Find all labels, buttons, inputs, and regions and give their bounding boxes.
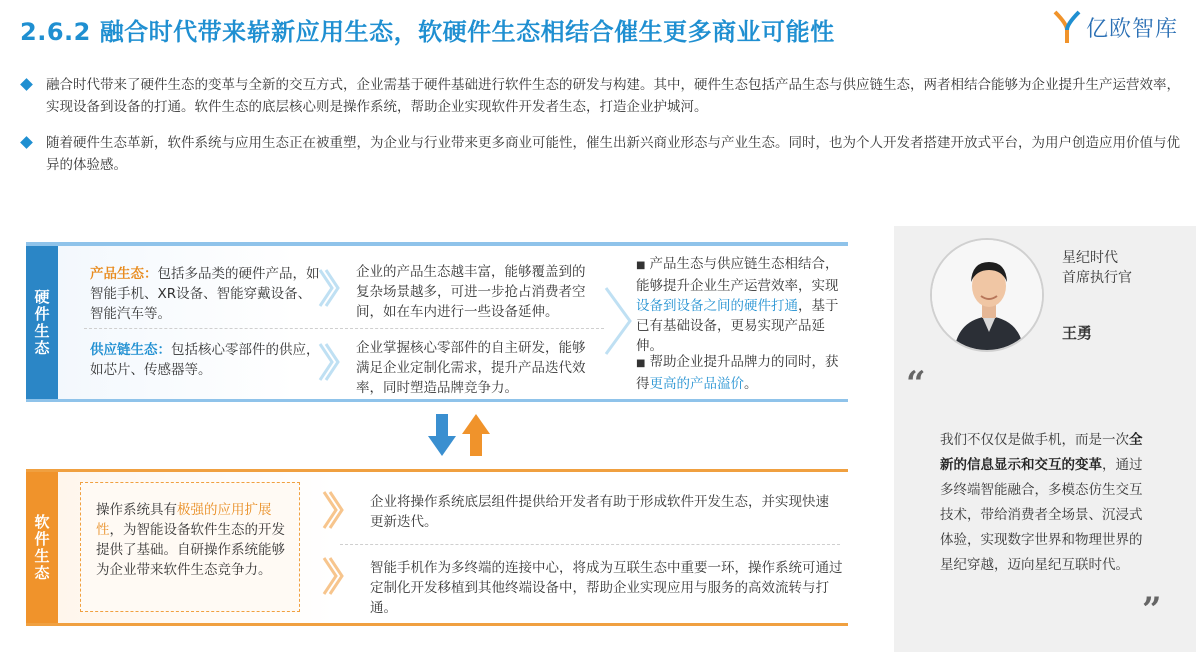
divider bbox=[340, 544, 840, 545]
bullet-text: 随着硬件生态革新，软件系统与应用生态正在被重塑，为企业与行业带来更多商业可能性，催生出新兴商业形态与产业生态。同时，也为个人开发者搭建开放式平台，为用户创造应用价值与优异的体验感。 bbox=[46, 135, 1180, 173]
chevron-right-large-icon bbox=[604, 286, 634, 356]
bullet-text: 融合时代带来了硬件生态的变革与全新的交互方式，企业需基于硬件基础进行软件生态的研发与构建。其中，硬件生态包括产品生态与供应链生态，两者相结合能够为企业提升生产运营效率，实现设备到设备的打通。软件生态的底层核心则是操作系统，帮助企业实现软件开发者生态，打造企业护城河。 bbox=[46, 77, 1180, 115]
open-quote-icon: “ bbox=[906, 364, 926, 404]
hardware-bottom-border bbox=[26, 399, 848, 402]
chevron-right-icon bbox=[318, 268, 340, 308]
chevron-right-icon bbox=[318, 342, 340, 382]
bullet-item bbox=[22, 132, 1182, 176]
hardware-result-1: ■ 产品生态与供应链生态相结合，能够提升企业生产运营效率，实现设备到设备之间的硬件打通，基于已有基础设备，更易实现产品延伸。 bbox=[636, 256, 839, 354]
bullet-item bbox=[22, 74, 1182, 118]
software-effect-2: 智能手机作为多终端的连接中心，将成为互联生态中重要一环，操作系统可通过定制化开发移植到其他终端设备中，帮助企业实现应用与服务的高效流转与打通。 bbox=[370, 560, 843, 616]
hardware-result-2: ■ 帮助企业提升品牌力的同时，获得更高的产品溢价。 bbox=[636, 354, 839, 392]
diamond-bullet-icon bbox=[20, 78, 33, 91]
software-ecosystem-label: 软件生态 bbox=[26, 472, 58, 623]
chevron-right-icon bbox=[322, 490, 344, 530]
yiou-logo bbox=[1052, 8, 1182, 46]
quote-text: 我们不仅仅是做手机，而是一次全新的信息显示和交互的变革，通过多终端智能融合，多模态仿生交互技术，带给消费者全场景、沉浸式体验，实现数字世界和物理世界的星纪穿越，迈向星纪互联时代。 bbox=[940, 432, 1143, 573]
supply-effect-cell: 企业掌握核心零部件的自主研发，能够满足企业定制化需求，提升产品迭代效率，同时塑造品牌竞争力。 bbox=[356, 340, 586, 396]
person-name: 王勇 bbox=[1062, 324, 1093, 342]
arrow-up-icon bbox=[462, 414, 490, 456]
person-portrait-icon bbox=[932, 240, 1044, 352]
diamond-bullet-icon bbox=[20, 136, 33, 149]
os-description: 操作系统具有极强的应用扩展性，为智能设备软件生态的开发提供了基础。自研操作系统能够为企业带来软件生态竞争力。 bbox=[96, 502, 285, 578]
arrow-down-icon bbox=[428, 414, 456, 456]
product-effect-cell: 企业的产品生态越丰富，能够覆盖到的复杂场景越多，可进一步抢占消费者空间，如在车内进行一些设备延伸。 bbox=[356, 264, 586, 320]
software-effect-1: 企业将操作系统底层组件提供给开发者有助于形成软件开发生态，并实现快速更新迭代。 bbox=[370, 494, 829, 530]
product-ecosystem-cell: 产品生态：包括多品类的硬件产品，如智能手机、XR设备、智能穿戴设备、智能汽车等。 bbox=[90, 266, 320, 322]
page-title: 2.6.2 融合时代带来崭新应用生态，软硬件生态相结合催生更多商业可能性 bbox=[20, 18, 835, 46]
divider bbox=[84, 328, 604, 329]
person-title: 星纪时代 首席执行官 bbox=[1062, 250, 1132, 286]
logo-mark-icon bbox=[1052, 10, 1082, 44]
hardware-ecosystem-label: 硬件生态 bbox=[26, 246, 58, 399]
avatar bbox=[930, 238, 1044, 352]
software-bottom-border bbox=[26, 623, 848, 626]
chevron-right-icon bbox=[322, 556, 344, 596]
supply-chain-cell: 供应链生态：包括核心零部件的供应，如芯片、传感器等。 bbox=[90, 342, 320, 378]
close-quote-icon: ” bbox=[1142, 590, 1162, 630]
logo-text: 亿欧智库 bbox=[1086, 16, 1179, 42]
